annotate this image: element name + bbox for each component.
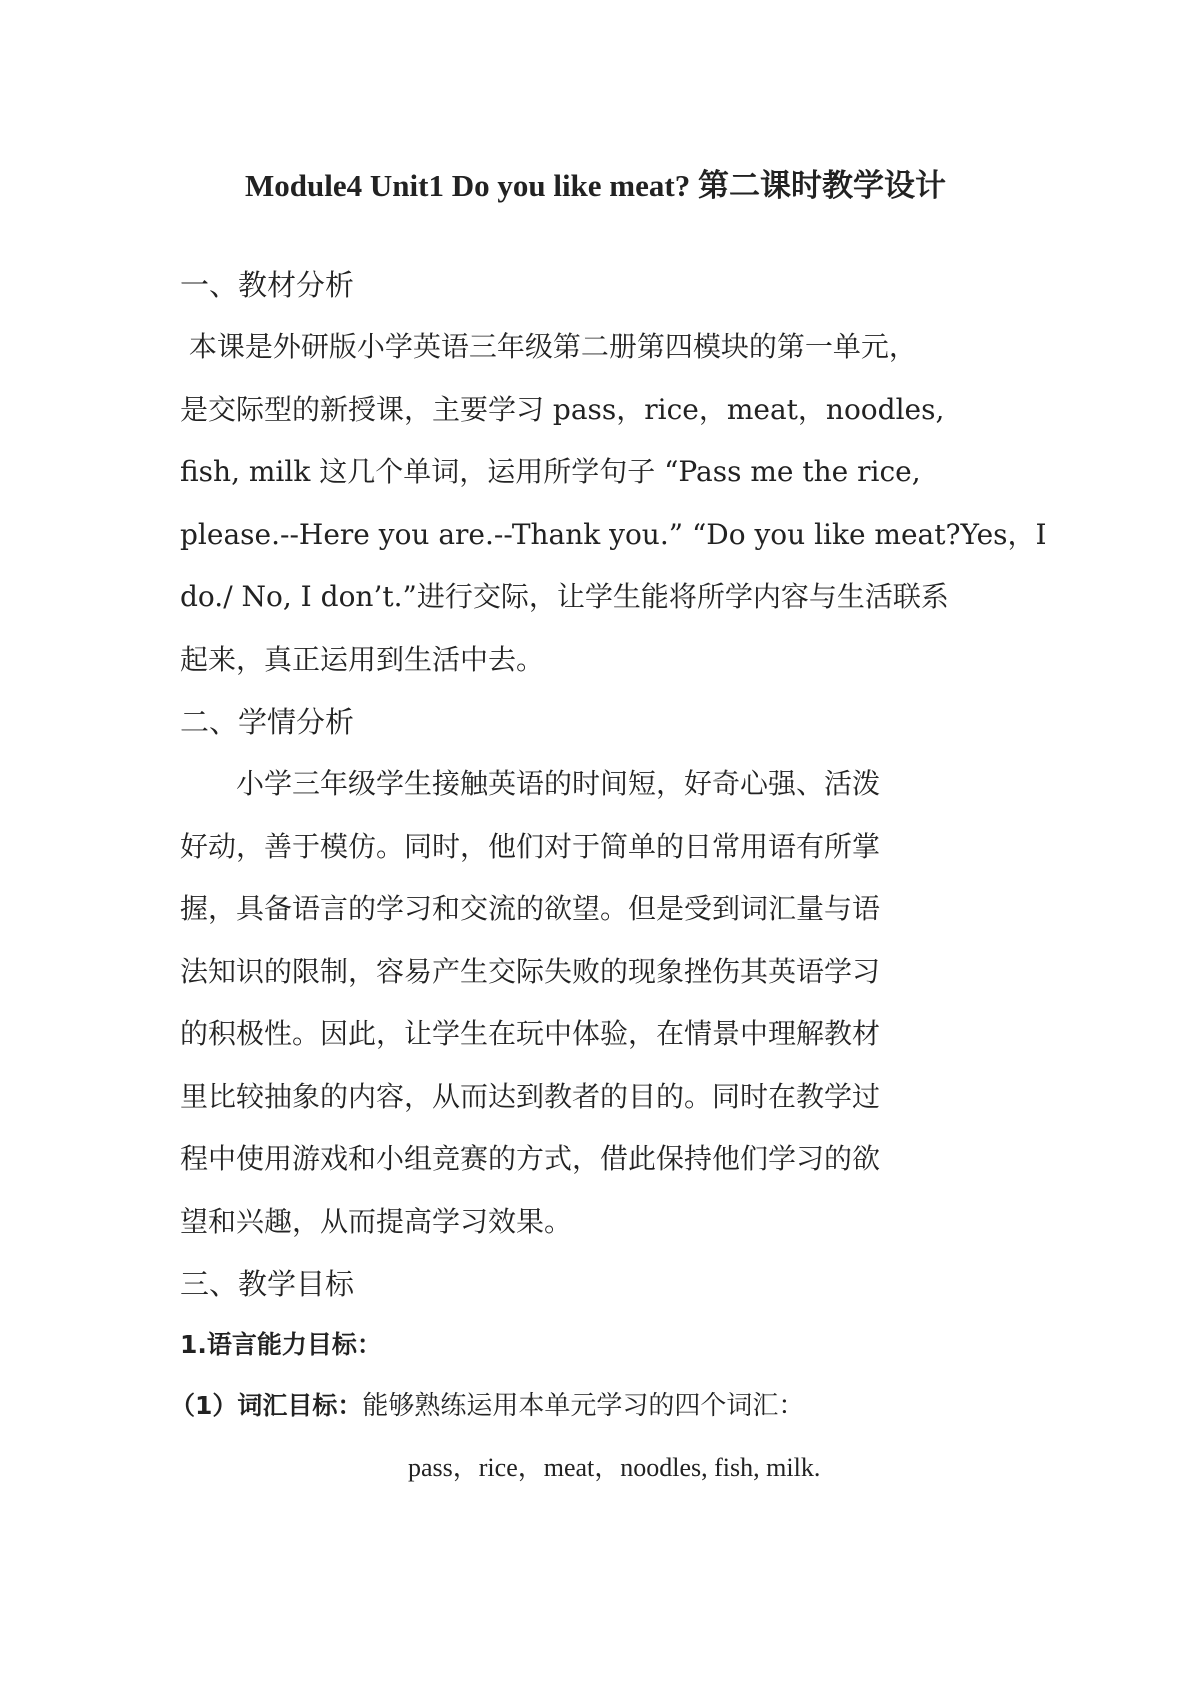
paragraph-line: 望和兴趣，从而提高学习效果。 [180,1204,573,1238]
goal-item-text: 能够熟练运用本单元学习的四个词汇： [362,1391,805,1421]
paragraph-student-analysis [180,753,1010,1253]
paragraph-line: please.--Here you are.--Thank you.” “Do you like meat?Yes，I [180,517,1047,551]
document-body [170,254,1047,1499]
paragraph-line: do./ No, I don’t.”进行交际，让学生能将所学内容与生活联系 [180,580,949,613]
document-title: Module4 Unit1 Do you like meat? 第二课时教学设计 [245,168,946,203]
section-heading-teaching-goals: 三、教学目标 [180,1267,355,1301]
paragraph-line: 好动，善于模仿。同时，他们对于简单的日常用语有所掌 [180,829,881,863]
paragraph-line: 的积极性。因此，让学生在玩中体验，在情景中理解教材 [180,1017,881,1050]
paragraph-line: 握，具备语言的学习和交流的欲望。但是受到词汇量与语 [180,892,881,925]
paragraph-line: 里比较抽象的内容，从而达到教者的目的。同时在教学过 [180,1079,881,1113]
section-heading-textbook-analysis: 一、教材分析 [180,268,355,302]
goal-item-vocabulary [170,1375,1010,1437]
vocabulary-list: pass，rice，meat，noodles, fish, milk. [408,1453,821,1482]
paragraph-textbook-analysis [180,316,1047,691]
paragraph-line: 法知识的限制，容易产生交际失败的现象挫伤其英语学习 [180,954,881,988]
paragraph-line: fish, milk 这几个单词，运用所学句子 “Pass me the rice, [180,455,921,488]
subheading-language-ability-goals: 1.语言能力目标： [180,1330,382,1359]
paragraph-line: 小学三年级学生接触英语的时间短，好奇心强、活泼 [180,767,881,800]
goal-item-label: （1）词汇目标： [170,1391,363,1420]
paragraph-line: 本课是外研版小学英语三年级第二册第四模块的第一单元， [180,330,917,363]
paragraph-line: 起来，真正运用到生活中去。 [180,642,545,676]
paragraph-line: 程中使用游戏和小组竞赛的方式，借此保持他们学习的欲 [180,1142,881,1175]
paragraph-line: 是交际型的新授课，主要学习 pass，rice，meat，noodles, [180,392,945,426]
section-heading-student-analysis: 二、学情分析 [180,705,355,739]
